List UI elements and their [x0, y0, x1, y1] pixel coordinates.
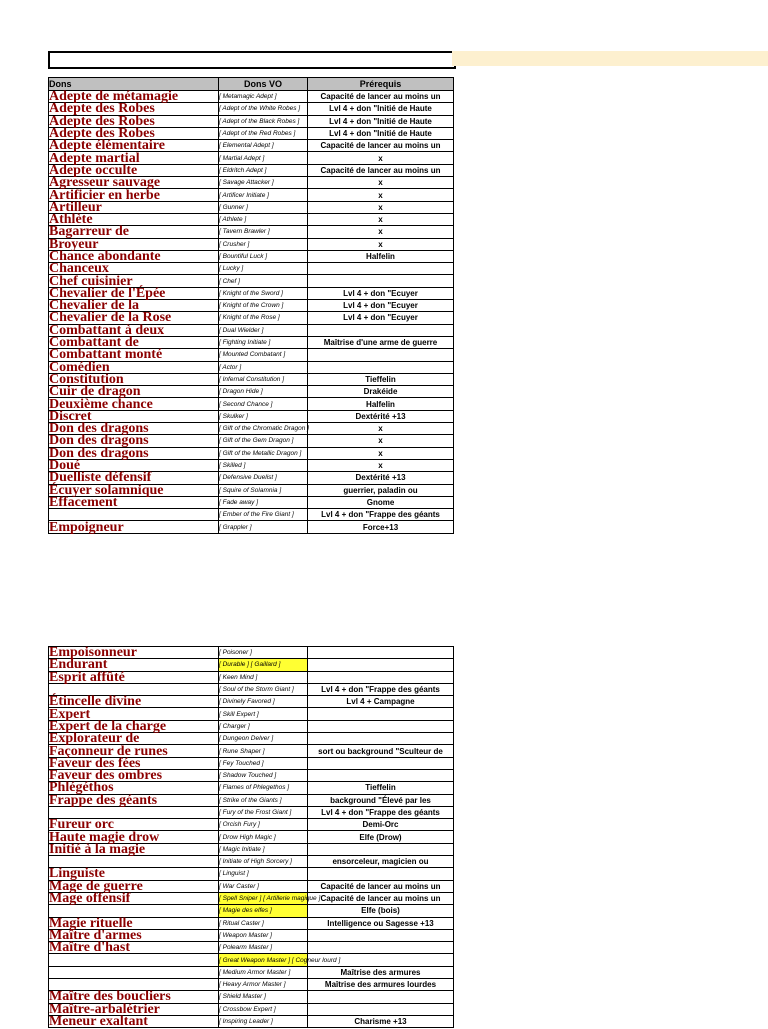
feat-vo-cell: [ Dungeon Delver ]: [219, 733, 308, 745]
feat-name-cell: Comédien: [49, 361, 219, 373]
feat-name-cell: [49, 966, 219, 978]
feat-prereq-cell: Force+13: [308, 521, 454, 533]
feat-name-cell: Étincelle divine: [49, 696, 219, 708]
feat-prereq-cell: Capacité de lancer au moins un: [308, 164, 454, 176]
feat-vo-cell: [ Polearm Master ]: [219, 942, 308, 954]
table-row: [49, 398, 454, 410]
feat-prereq-cell: Demi-Orc: [308, 819, 454, 831]
table-row: [49, 843, 454, 855]
feat-prereq-cell: [308, 275, 454, 287]
feat-name-cell: Adepte martial: [49, 152, 219, 164]
feat-prereq-cell: x: [308, 435, 454, 447]
feat-name-cell: Écuyer solamnique: [49, 484, 219, 496]
feat-prereq-cell: Tieffelin: [308, 782, 454, 794]
feat-vo-cell: [ Drow High Magic ]: [219, 831, 308, 843]
feat-prereq-cell: Capacité de lancer au moins un: [308, 880, 454, 892]
feat-vo-cell: [ Fury of the Frost Giant ]: [219, 806, 308, 818]
feat-vo-cell: [ Dragon Hide ]: [219, 386, 308, 398]
feat-vo-cell: [ Orcish Fury ]: [219, 819, 308, 831]
feat-prereq-cell: x: [308, 423, 454, 435]
feat-prereq-cell: sort ou background "Sculteur de: [308, 745, 454, 757]
feat-name-cell: Expert: [49, 708, 219, 720]
table-row: [49, 856, 454, 868]
feat-vo-cell: [ Fade away ]: [219, 496, 308, 508]
feats-table-1: [48, 77, 454, 534]
feat-vo-cell: [ Soul of the Storm Giant ]: [219, 683, 308, 695]
feat-vo-cell: [ Crusher ]: [219, 238, 308, 250]
feat-prereq-cell: [308, 929, 454, 941]
feat-prereq-cell: x: [308, 447, 454, 459]
header-dons: Dons: [49, 78, 219, 91]
table-row: [49, 226, 454, 238]
feat-vo-cell: [ Grappler ]: [219, 521, 308, 533]
feat-name-cell: Bagarreur de: [49, 226, 219, 238]
feat-prereq-cell: Charisme +13: [308, 1015, 454, 1027]
feat-prereq-cell: [308, 942, 454, 954]
feat-name-cell: Faveur des ombres: [49, 769, 219, 781]
feat-vo-cell: [ Knight of the Rose ]: [219, 312, 308, 324]
feat-vo-cell: [ Savage Attacker ]: [219, 177, 308, 189]
feat-vo-cell: [ Divinely Favored ]: [219, 696, 308, 708]
feat-vo-cell: [ Shadow Touched ]: [219, 769, 308, 781]
feat-prereq-cell: [308, 1003, 454, 1015]
feat-name-cell: Combattant monté: [49, 349, 219, 361]
feat-vo-cell: [ Inspiring Leader ]: [219, 1015, 308, 1027]
header-prerequis: Prérequis: [308, 78, 454, 91]
feat-prereq-cell: Intelligence ou Sagesse +13: [308, 917, 454, 929]
feat-name-cell: Doué: [49, 459, 219, 471]
feat-vo-cell: [ Defensive Duelist ]: [219, 472, 308, 484]
feat-prereq-cell: Capacité de lancer au moins un: [308, 892, 454, 904]
feat-prereq-cell: Halfelin: [308, 398, 454, 410]
feat-prereq-cell: x: [308, 189, 454, 201]
feat-prereq-cell: [308, 757, 454, 769]
feat-vo-cell: [ Fighting Initiate ]: [219, 336, 308, 348]
feat-name-cell: Magie rituelle: [49, 917, 219, 929]
feat-prereq-cell: Elfe (Drow): [308, 831, 454, 843]
feat-name-cell: Combattant à deux: [49, 324, 219, 336]
table-row: [49, 942, 454, 954]
feat-vo-cell: [ Eldritch Adept ]: [219, 164, 308, 176]
feat-prereq-cell: Drakéide: [308, 386, 454, 398]
feat-vo-cell: [ Flames of Phlegethos ]: [219, 782, 308, 794]
feat-name-cell: Athlète: [49, 213, 219, 225]
table-row: [49, 250, 454, 262]
feat-prereq-cell: [308, 720, 454, 732]
feat-name-cell: Maître-arbalétrier: [49, 1003, 219, 1015]
feat-prereq-cell: [308, 708, 454, 720]
table-row: [49, 201, 454, 213]
feat-name-cell: Adepte élémentaire: [49, 140, 219, 152]
feat-vo-cell: [ Knight of the Sword ]: [219, 287, 308, 299]
feat-prereq-cell: Lvl 4 + don "Initié de Haute: [308, 103, 454, 115]
feat-prereq-cell: [308, 991, 454, 1003]
feat-name-cell: Maître d'hast: [49, 942, 219, 954]
feat-name-cell: Faveur des fées: [49, 757, 219, 769]
feat-vo-cell: [ Charger ]: [219, 720, 308, 732]
feat-vo-cell: [ War Caster ]: [219, 880, 308, 892]
feat-vo-cell: [ Skill Expert ]: [219, 708, 308, 720]
feat-name-cell: Chanceux: [49, 263, 219, 275]
feat-name-cell: Duelliste défensif: [49, 472, 219, 484]
feat-prereq-cell: Lvl 4 + don "Ecuyer: [308, 312, 454, 324]
table-row: [49, 671, 454, 683]
feat-name-cell: Adepte de métamagie: [49, 91, 219, 103]
feat-vo-cell: [ Great Weapon Master ] [ Cogneur lourd ]: [219, 954, 308, 966]
feat-vo-cell: [ Martial Adept ]: [219, 152, 308, 164]
feat-vo-cell: [ Spell Sniper ] [ Artillerie magique ]: [219, 892, 308, 904]
feat-vo-cell: [ Crossbow Expert ]: [219, 1003, 308, 1015]
table-row: [49, 794, 454, 806]
feat-prereq-cell: Lvl 4 + don "Frappe des géants: [308, 683, 454, 695]
feat-vo-cell: [ Magic Initiate ]: [219, 843, 308, 855]
table-row: [49, 1015, 454, 1027]
feat-vo-cell: [ Poisoner ]: [219, 647, 308, 659]
feat-name-cell: Don des dragons: [49, 435, 219, 447]
feat-vo-cell: [ Medium Armor Master ]: [219, 966, 308, 978]
feat-prereq-cell: Maîtrise des armures lourdes: [308, 979, 454, 991]
table-row: [49, 892, 454, 904]
feat-prereq-cell: Dextérité +13: [308, 472, 454, 484]
feat-prereq-cell: [308, 671, 454, 683]
feat-name-cell: Agresseur sauvage: [49, 177, 219, 189]
feat-vo-cell: [ Magie des elfes ]: [219, 905, 308, 917]
feat-name-cell: Esprit affûté: [49, 671, 219, 683]
feat-vo-cell: [ Linguist ]: [219, 868, 308, 880]
feat-name-cell: Maître des boucliers: [49, 991, 219, 1003]
feat-name-cell: Don des dragons: [49, 447, 219, 459]
sheet-title-band: [452, 51, 768, 66]
feat-prereq-cell: [308, 843, 454, 855]
table-row: [49, 966, 454, 978]
feat-prereq-cell: x: [308, 226, 454, 238]
feat-vo-cell: [ Heavy Armor Master ]: [219, 979, 308, 991]
feat-vo-cell: [ Tavern Brawler ]: [219, 226, 308, 238]
feat-prereq-cell: x: [308, 152, 454, 164]
feat-name-cell: Chance abondante: [49, 250, 219, 262]
feat-vo-cell: [ Knight of the Crown ]: [219, 300, 308, 312]
feat-name-cell: Phlégéthos: [49, 782, 219, 794]
feats-table-2: [48, 646, 454, 1028]
feat-name-cell: Adepte des Robes: [49, 115, 219, 127]
feat-name-cell: Don des dragons: [49, 423, 219, 435]
feat-name-cell: Empoigneur: [49, 521, 219, 533]
feat-vo-cell: [ Actor ]: [219, 361, 308, 373]
feat-vo-cell: [ Ember of the Fire Giant ]: [219, 509, 308, 521]
feat-prereq-cell: Lvl 4 + Campagne: [308, 696, 454, 708]
feat-name-cell: Empoisonneur: [49, 647, 219, 659]
feat-vo-cell: [ Skilled ]: [219, 459, 308, 471]
feat-name-cell: Effacement: [49, 496, 219, 508]
feat-prereq-cell: Dextérité +13: [308, 410, 454, 422]
feat-vo-cell: [ Adept of the Black Robes ]: [219, 115, 308, 127]
feat-prereq-cell: [308, 263, 454, 275]
table-row: [49, 696, 454, 708]
feat-prereq-cell: guerrier, paladin ou: [308, 484, 454, 496]
feat-name-cell: Façonneur de runes: [49, 745, 219, 757]
feat-name-cell: Chevalier de la Rose: [49, 312, 219, 324]
feat-name-cell: Initié à la magie: [49, 843, 219, 855]
feat-name-cell: Fureur orc: [49, 819, 219, 831]
feat-name-cell: Artilleur: [49, 201, 219, 213]
feat-name-cell: Constitution: [49, 373, 219, 385]
feat-prereq-cell: [308, 349, 454, 361]
feat-prereq-cell: Elfe (bois): [308, 905, 454, 917]
feat-prereq-cell: Lvl 4 + don "Frappe des géants: [308, 806, 454, 818]
feat-name-cell: Chevalier de la: [49, 300, 219, 312]
feat-name-cell: Artificier en herbe: [49, 189, 219, 201]
feat-prereq-cell: Lvl 4 + don "Frappe des géants: [308, 509, 454, 521]
feat-name-cell: Chevalier de l'Épée: [49, 287, 219, 299]
feat-vo-cell: [ Lucky ]: [219, 263, 308, 275]
feat-vo-cell: [ Adept of the White Robes ]: [219, 103, 308, 115]
feat-prereq-cell: [308, 659, 454, 671]
feat-name-cell: Maître d'armes: [49, 929, 219, 941]
feat-prereq-cell: Capacité de lancer au moins un: [308, 140, 454, 152]
feat-vo-cell: [ Squire of Solamnia ]: [219, 484, 308, 496]
feat-prereq-cell: Maîtrise d'une arme de guerre: [308, 336, 454, 348]
feat-name-cell: Adepte occulte: [49, 164, 219, 176]
feat-name-cell: Endurant: [49, 659, 219, 671]
feat-name-cell: Meneur exaltant: [49, 1015, 219, 1027]
feat-vo-cell: [ Shield Master ]: [219, 991, 308, 1003]
feat-prereq-cell: x: [308, 177, 454, 189]
feat-prereq-cell: Lvl 4 + don "Ecuyer: [308, 287, 454, 299]
feat-vo-cell: [ Gift of the Chromatic Dragon ]: [219, 423, 308, 435]
feat-vo-cell: [ Strike of the Giants ]: [219, 794, 308, 806]
table-row: [49, 447, 454, 459]
feat-vo-cell: [ Metamagic Adept ]: [219, 91, 308, 103]
table-row: [49, 496, 454, 508]
feat-prereq-cell: Lvl 4 + don "Initié de Haute: [308, 127, 454, 139]
feat-vo-cell: [ Second Chance ]: [219, 398, 308, 410]
feat-prereq-cell: x: [308, 238, 454, 250]
feat-prereq-cell: [308, 769, 454, 781]
feat-prereq-cell: Capacité de lancer au moins un: [308, 91, 454, 103]
feat-prereq-cell: Gnome: [308, 496, 454, 508]
feat-name-cell: Mage offensif: [49, 892, 219, 904]
feat-name-cell: Adepte des Robes: [49, 103, 219, 115]
feat-vo-cell: [ Durable ] [ Gaillard ]: [219, 659, 308, 671]
table-row: [49, 521, 454, 533]
feat-prereq-cell: Maîtrise des armures: [308, 966, 454, 978]
feat-name-cell: Expert de la charge: [49, 720, 219, 732]
feat-vo-cell: [ Gift of the Gem Dragon ]: [219, 435, 308, 447]
header-dons-vo: Dons VO: [219, 78, 308, 91]
feat-prereq-cell: [308, 868, 454, 880]
feat-vo-cell: [ Dual Wielder ]: [219, 324, 308, 336]
feat-name-cell: Adepte des Robes: [49, 127, 219, 139]
feat-vo-cell: [ Bountiful Luck ]: [219, 250, 308, 262]
feat-name-cell: Mage de guerre: [49, 880, 219, 892]
sheet-title-box: [48, 51, 456, 69]
feat-vo-cell: [ Weapon Master ]: [219, 929, 308, 941]
feat-name-cell: Cuir de dragon: [49, 386, 219, 398]
feat-name-cell: Broyeur: [49, 238, 219, 250]
feat-name-cell: Haute magie drow: [49, 831, 219, 843]
feat-name-cell: Linguiste: [49, 868, 219, 880]
feat-vo-cell: [ Adept of the Red Robes ]: [219, 127, 308, 139]
feat-vo-cell: [ Mounted Combatant ]: [219, 349, 308, 361]
feat-prereq-cell: Lvl 4 + don "Ecuyer: [308, 300, 454, 312]
table-row: [49, 647, 454, 659]
feat-prereq-cell: [308, 324, 454, 336]
feat-vo-cell: [ Chef ]: [219, 275, 308, 287]
feat-vo-cell: [ Infernal Constitution ]: [219, 373, 308, 385]
feat-vo-cell: [ Keen Mind ]: [219, 671, 308, 683]
feat-prereq-cell: x: [308, 201, 454, 213]
feat-vo-cell: [ Fey Touched ]: [219, 757, 308, 769]
feat-prereq-cell: x: [308, 459, 454, 471]
table-row: [49, 189, 454, 201]
feat-prereq-cell: [308, 361, 454, 373]
feat-prereq-cell: ensorceleur, magicien ou: [308, 856, 454, 868]
feat-name-cell: Combattant de: [49, 336, 219, 348]
feat-name-cell: [49, 954, 219, 966]
feat-prereq-cell: x: [308, 213, 454, 225]
feat-name-cell: Discret: [49, 410, 219, 422]
feat-vo-cell: [ Ritual Caster ]: [219, 917, 308, 929]
feat-name-cell: Deuxième chance: [49, 398, 219, 410]
table-row: [49, 954, 454, 966]
feat-vo-cell: [ Artificer Initiate ]: [219, 189, 308, 201]
feat-prereq-cell: background "Élevé par les: [308, 794, 454, 806]
feat-name-cell: Frappe des géants: [49, 794, 219, 806]
feat-vo-cell: [ Skulker ]: [219, 410, 308, 422]
feat-prereq-cell: [308, 733, 454, 745]
feat-prereq-cell: Tieffelin: [308, 373, 454, 385]
feat-prereq-cell: Halfelin: [308, 250, 454, 262]
feat-vo-cell: [ Athlete ]: [219, 213, 308, 225]
feat-vo-cell: [ Elemental Adept ]: [219, 140, 308, 152]
feat-vo-cell: [ Rune Shaper ]: [219, 745, 308, 757]
feat-vo-cell: [ Initiate of High Sorcery ]: [219, 856, 308, 868]
feat-name-cell: Explorateur de: [49, 733, 219, 745]
feat-prereq-cell: [308, 647, 454, 659]
feat-vo-cell: [ Gift of the Metallic Dragon ]: [219, 447, 308, 459]
feat-name-cell: Chef cuisinier: [49, 275, 219, 287]
feat-prereq-cell: Lvl 4 + don "Initié de Haute: [308, 115, 454, 127]
feat-vo-cell: [ Gunner ]: [219, 201, 308, 213]
